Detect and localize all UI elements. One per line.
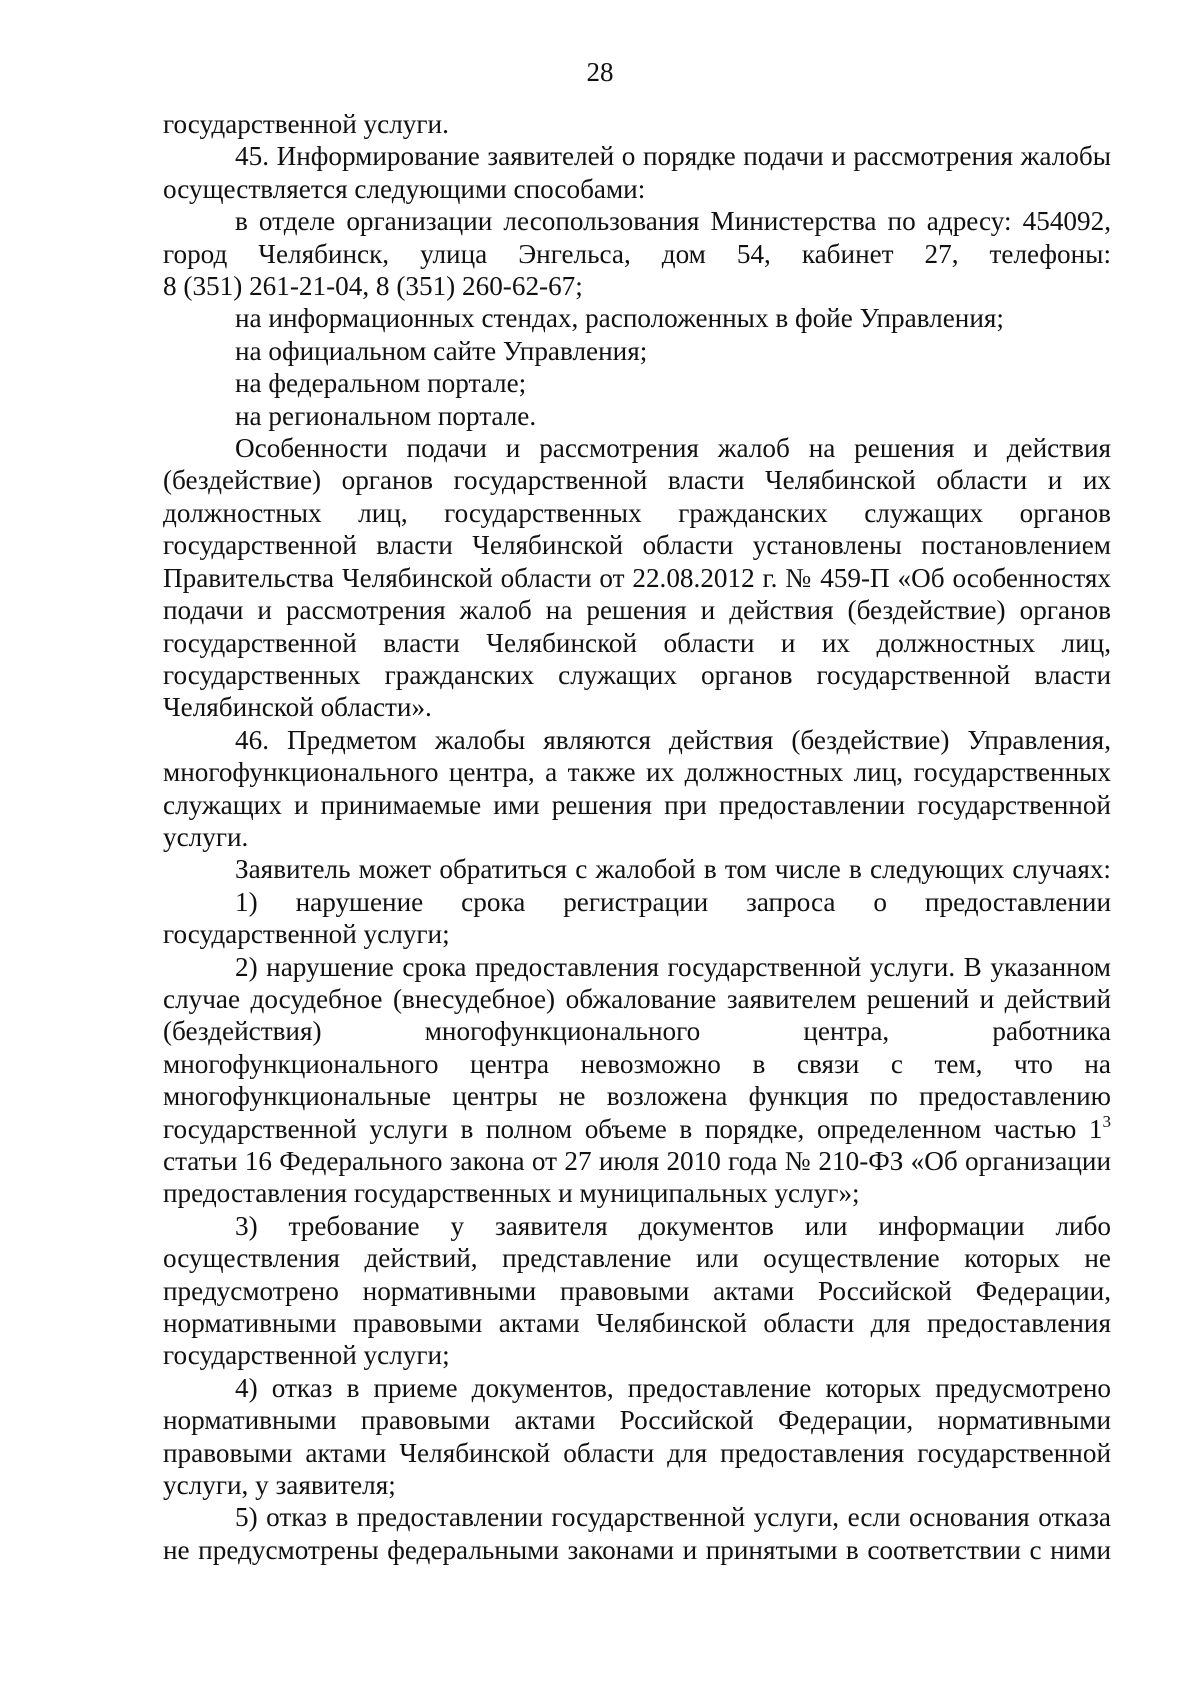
text-line-content: на официальном сайте Управления; bbox=[235, 335, 648, 366]
text-line bbox=[163, 853, 1111, 885]
text-line-content: (бездействия) многофункционального центра, работника bbox=[163, 1016, 1111, 1047]
text-line bbox=[163, 270, 1111, 302]
text-line-content: на информационных стендах, расположенных в фойе Управления; bbox=[235, 303, 1004, 334]
page-number: 28 bbox=[586, 57, 614, 87]
text-line-content: предусмотрено нормативными правовыми актами Российской Федерации, bbox=[163, 1275, 1111, 1306]
text-line-content: 4) отказ в приеме документов, предоставление которых предусмотрено bbox=[235, 1372, 1111, 1403]
text-line-content: многофункционального центра невозможно в связи с тем, что на bbox=[163, 1048, 1111, 1079]
text-line-content: многофункциональные центры не возложена функция по предоставлению bbox=[163, 1081, 1111, 1112]
text-line bbox=[163, 1242, 1111, 1274]
text-line-content: город Челябинск, улица Энгельса, дом 54, кабинет 27, телефоны: bbox=[163, 238, 1111, 269]
text-line bbox=[163, 1015, 1111, 1047]
text-line-content: осуществления действий, представление или осуществление которых не bbox=[163, 1243, 1111, 1274]
superscript: 3 bbox=[1102, 1111, 1111, 1131]
text-line bbox=[163, 659, 1111, 691]
text-line bbox=[163, 108, 1111, 140]
text-line bbox=[163, 173, 1111, 205]
text-line-content: государственной услуги; bbox=[163, 919, 450, 950]
text-line-content: Заявитель может обратиться с жалобой в том числе в следующих случаях: bbox=[235, 854, 1111, 885]
text-line bbox=[163, 1080, 1111, 1112]
text-line bbox=[163, 1275, 1111, 1307]
text-line-content: многофункционального центра, а также их должностных лиц, государственных bbox=[163, 757, 1111, 788]
text-line bbox=[163, 529, 1111, 561]
text-line-content: предоставления государственных и муниципальных услуг»; bbox=[163, 1178, 860, 1209]
text-line bbox=[163, 464, 1111, 496]
text-line-content: 2) нарушение срока предоставления государственной услуги. В указанном bbox=[235, 951, 1111, 982]
text-line-content: услуги, у заявителя; bbox=[163, 1470, 396, 1501]
text-line-content: служащих и принимаемые ими решения при предоставлении государственной bbox=[163, 789, 1111, 820]
text-line-content: государственной услуги в полном объеме в порядке, определенном частью 1 bbox=[163, 1113, 1103, 1144]
text-line bbox=[163, 1048, 1111, 1080]
text-line bbox=[163, 789, 1111, 821]
text-line-content: 46. Предметом жалобы являются действия (бездействие) Управления, bbox=[235, 724, 1111, 755]
text-line-content: 45. Информирование заявителей о порядке подачи и рассмотрения жалобы bbox=[235, 141, 1111, 172]
text-line-content: (бездействие) органов государственной власти Челябинской области и их bbox=[163, 465, 1111, 496]
text-line-content: государственной услуги. bbox=[163, 109, 449, 139]
text-line-content: 8 (351) 261-21-04, 8 (351) 260-62-67; bbox=[163, 271, 583, 302]
text-line-content: государственной власти Челябинской области установлены постановлением bbox=[163, 530, 1111, 561]
text-line-content: должностных лиц, государственных гражданских служащих органов bbox=[163, 497, 1111, 528]
text-line bbox=[163, 821, 1111, 853]
text-line bbox=[163, 724, 1111, 756]
text-line-content: 1) нарушение срока регистрации запроса о предоставлении bbox=[235, 886, 1111, 917]
text-line-content: 3) требование у заявителя документов или информации либо bbox=[235, 1210, 1111, 1241]
text-line-content: не предусмотрены федеральными законами и принятыми в соответствии с ними bbox=[163, 1534, 1111, 1565]
text-line bbox=[163, 1177, 1111, 1209]
text-line bbox=[163, 594, 1111, 626]
text-line bbox=[163, 497, 1111, 529]
text-line-content: услуги. bbox=[163, 821, 249, 852]
text-line bbox=[163, 205, 1111, 237]
text-line bbox=[163, 1501, 1111, 1533]
text-line bbox=[163, 562, 1111, 594]
text-line-content: 5) отказ в предоставлении государственной услуги, если основания отказа bbox=[235, 1502, 1111, 1533]
text-line bbox=[163, 1404, 1111, 1436]
text-line bbox=[163, 367, 1111, 399]
text-line bbox=[163, 238, 1111, 270]
text-line bbox=[163, 1469, 1111, 1501]
text-line bbox=[163, 1372, 1111, 1404]
text-line bbox=[163, 918, 1111, 950]
text-line bbox=[163, 302, 1111, 334]
text-line bbox=[163, 983, 1111, 1015]
text-line-content: нормативными правовыми актами Челябинской области для предоставления bbox=[163, 1308, 1111, 1339]
text-line bbox=[163, 627, 1111, 659]
text-line bbox=[163, 335, 1111, 367]
text-line-content: Челябинской области». bbox=[163, 692, 432, 723]
text-line bbox=[163, 1339, 1111, 1371]
text-line bbox=[163, 691, 1111, 723]
text-line-content: государственных гражданских служащих органов государственной власти bbox=[163, 659, 1111, 690]
text-line-content: осуществляется следующими способами: bbox=[163, 173, 646, 204]
text-line-content: случае досудебное (внесудебное) обжалование заявителем решений и действий bbox=[163, 983, 1111, 1014]
text-line-content: нормативными правовыми актами Российской Федерации, нормативными bbox=[163, 1405, 1111, 1436]
text-line bbox=[163, 1437, 1111, 1469]
text-line-content: статьи 16 Федерального закона от 27 июля 2010 года № 210-ФЗ «Об организации bbox=[163, 1146, 1111, 1176]
text-line bbox=[163, 1307, 1111, 1339]
text-line-content: государственной услуги; bbox=[163, 1340, 450, 1371]
text-line bbox=[163, 432, 1111, 464]
text-line-content: Особенности подачи и рассмотрения жалоб на решения и действия bbox=[235, 433, 1111, 464]
text-line bbox=[163, 1534, 1111, 1566]
text-line bbox=[163, 1210, 1111, 1242]
text-line-content: на федеральном портале; bbox=[235, 368, 527, 399]
document-body bbox=[163, 108, 1111, 1566]
text-line bbox=[163, 140, 1111, 172]
text-line bbox=[163, 756, 1111, 788]
text-line bbox=[163, 1113, 1111, 1145]
text-line bbox=[163, 1145, 1111, 1177]
text-line-content: Правительства Челябинской области от 22.08.2012 г. № 459-П «Об особенностях bbox=[163, 562, 1111, 593]
text-line-content: в отделе организации лесопользования Министерства по адресу: 454092, bbox=[235, 206, 1111, 237]
text-line-content: на региональном портале. bbox=[235, 400, 537, 431]
text-line bbox=[163, 951, 1111, 983]
text-line-content: правовыми актами Челябинской области для предоставления государственной bbox=[163, 1437, 1111, 1468]
text-line bbox=[163, 886, 1111, 918]
text-line bbox=[163, 400, 1111, 432]
text-line-content: подачи и рассмотрения жалоб на решения и действия (бездействие) органов bbox=[163, 595, 1111, 626]
text-line-content: государственной власти Челябинской области и их должностных лиц, bbox=[163, 627, 1111, 658]
